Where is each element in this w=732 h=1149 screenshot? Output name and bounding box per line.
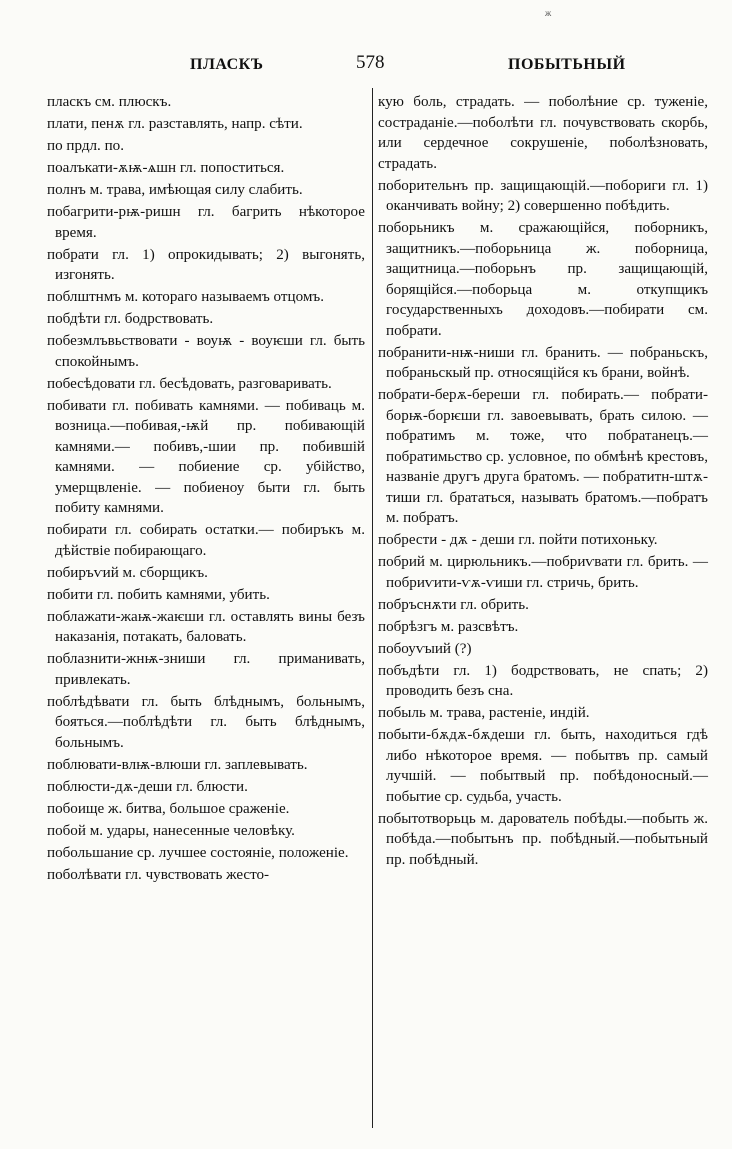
dictionary-entry: по прдл. по. bbox=[47, 138, 124, 154]
dictionary-entry: побрий м. цирюльникъ.—побриѵвати гл. брить. — побриѵити-ѵѫ-ѵиши гл. стричь, брить. bbox=[378, 554, 708, 591]
right-column bbox=[378, 92, 708, 872]
dictionary-entry: побранити-нѭ-ниши гл. бранить. — побраньскъ, побраньскый пр. относящійся къ брани, войнѣ. bbox=[378, 344, 708, 381]
dictionary-entry: побивати гл. побивать камнями. — побиваць м. возница.—побивая,-ѭй пр. побивающій камнями.— побивъ,-шии пр. побившій камнями. — побиение ср. убійство, умерщвленіе. — побиеноу быти гл. быть побиту камнями. bbox=[47, 397, 365, 516]
dictionary-entry: поалъкати-ѫѭ-ѧшн гл. попоститься. bbox=[47, 160, 285, 176]
dictionary-entry: побыти-бѫдѫ-бѫдеши гл. быть, находиться гдѣ либо нѣкоторое время. — побытвъ пр. самый лучшій. — побытвый пр. побѣдоносный.—побытие ср. судьба, участь. bbox=[378, 727, 708, 805]
dictionary-entry: пласкъ см. плюскъ. bbox=[47, 94, 172, 110]
dictionary-entry: плати, пенѫ гл. разставлять, напр. сѣти. bbox=[47, 116, 303, 132]
dictionary-entry: побрати-берѫ-береши гл. побирать.— побрати-борѭ-борѥши гл. завоевывать, брать силою. — побратимъ м. тоже, что побратанецъ.—побратимьство ср. условное, по обмѣнѣ крестовъ, названіе другъ друга братомъ. — побратитн-штѫ-тиши гл. брататься, называть братомъ.—побратъ м. побратъ. bbox=[378, 387, 708, 526]
dictionary-entry: побрѣзгъ м. разсвѣтъ. bbox=[378, 618, 519, 635]
corner-mark: ж bbox=[545, 8, 552, 18]
dictionary-entry: побесѣдовати гл. бесѣдовать, разговаривать. bbox=[47, 375, 332, 392]
dictionary-entry: кую боль, страдать. — поболѣние ср. туженіе, состраданіе.—поболѣти гл. почувствовать скорбь, или сердечное сокрушеніе, поболѣзновать, страдать. bbox=[378, 94, 708, 172]
page-number: 578 bbox=[356, 52, 385, 73]
dictionary-entry: побиръѵий м. сборщикъ. bbox=[47, 564, 208, 581]
dictionary-entry: поборительнъ пр. защищающій.—побориги гл. 1) оканчивать войну; 2) совершенно побѣдить. bbox=[378, 177, 708, 214]
dictionary-entry: поблштнмъ м. котораго называемъ отцомъ. bbox=[47, 289, 324, 305]
left-column bbox=[47, 92, 365, 887]
header-right-headword: ПОБЫТЬНЫЙ bbox=[508, 56, 626, 73]
dictionary-entry: полнъ м. трава, имѣющая силу слабить. bbox=[47, 182, 303, 198]
dictionary-entry: побръснѫти гл. обрить. bbox=[378, 596, 529, 613]
header-left-headword: ПЛАСКЪ bbox=[190, 56, 264, 73]
dictionary-entry: побрести - дѫ - деши гл. пойти потихоньку. bbox=[378, 532, 658, 548]
dictionary-entry: побезмлъвьствовати - воуѭ - воуѥши гл. быть спокойнымъ. bbox=[47, 333, 365, 370]
dictionary-entry: побагрити-рѭ-ришн гл. багрить нѣкоторое время. bbox=[47, 204, 365, 241]
dictionary-entry: побытотворьць м. дарователь побѣды.—побыть ж. побѣда.—побытьнъ пр. побѣдный.—побытьный пр. побѣдный. bbox=[378, 810, 708, 868]
running-header bbox=[0, 50, 732, 80]
dictionary-entry: побольшание ср. лучшее состояніе, положеніе. bbox=[47, 844, 349, 861]
dictionary-entry: побити гл. побить камнями, убить. bbox=[47, 586, 270, 603]
dictionary-entry: побъдѣти гл. 1) бодрствовать, не спать; 2) проводить безъ сна. bbox=[378, 662, 708, 699]
dictionary-entry: побыль м. трава, растеніе, индій. bbox=[378, 705, 590, 721]
dictionary-entry: поболѣвати гл. чувствовать жесто- bbox=[47, 866, 270, 883]
dictionary-entry: побдѣти гл. бодрствовать. bbox=[47, 311, 214, 327]
dictionary-entry: поблювати-влѭ-влюши гл. заплевывать. bbox=[47, 756, 308, 773]
dictionary-entry: поблазнити-жнѭ-зниши гл. приманивать, привлекать. bbox=[47, 651, 365, 688]
dictionary-entry: поблюсти-дѫ-деши гл. блюсти. bbox=[47, 778, 248, 795]
dictionary-entry: побоуѵыий (?) bbox=[378, 640, 472, 657]
dictionary-entry: поблѣдѣвати гл. быть блѣднымъ, больнымъ, бояться.—поблѣдѣти гл. быть блѣднымъ, больнымъ. bbox=[47, 693, 365, 751]
dictionary-entry: побрати гл. 1) опрокидывать; 2) выгонять, изгонять. bbox=[47, 246, 365, 283]
dictionary-entry: побоище ж. битва, большое сраженіе. bbox=[47, 800, 290, 817]
dictionary-entry: побирати гл. собирать остатки.— побиръкъ м. дѣйствіе побирающаго. bbox=[47, 522, 365, 559]
dictionary-entry: побой м. удары, нанесенные человѣку. bbox=[47, 822, 295, 839]
column-divider bbox=[372, 88, 373, 1128]
dictionary-entry: поблажати-жаѭ-жаѥши гл. оставлять вины безъ наказанія, потакать, баловать. bbox=[47, 608, 365, 645]
dictionary-entry: поборьникъ м. сражающійся, поборникъ, защитникъ.—поборьница ж. поборница, защитница.—поборьнъ пр. защищающій, борящійся.—поборьца м. откупщикъ государственныхъ доходовъ.—побирати см. побрати. bbox=[378, 220, 708, 339]
